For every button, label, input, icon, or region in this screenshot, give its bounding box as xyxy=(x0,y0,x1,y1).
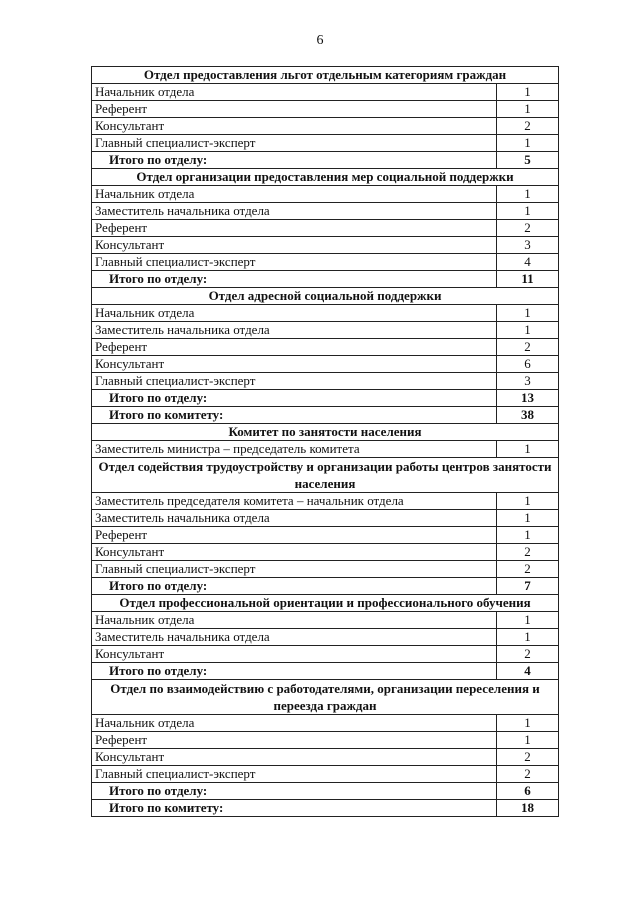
position-count: 1 xyxy=(497,101,559,118)
staffing-table xyxy=(91,66,559,817)
position-title: Главный специалист-эксперт xyxy=(92,561,497,578)
position-row xyxy=(92,646,559,663)
total-label: Итого по отделу: xyxy=(92,663,497,680)
position-row xyxy=(92,527,559,544)
total-row xyxy=(92,783,559,800)
position-count: 1 xyxy=(497,510,559,527)
position-title: Главный специалист-эксперт xyxy=(92,766,497,783)
position-count: 1 xyxy=(497,135,559,152)
position-title: Начальник отдела xyxy=(92,305,497,322)
total-count: 11 xyxy=(497,271,559,288)
position-title: Заместитель председателя комитета – начальник отдела xyxy=(92,493,497,510)
position-title: Начальник отдела xyxy=(92,84,497,101)
total-row xyxy=(92,578,559,595)
position-count: 1 xyxy=(497,629,559,646)
position-row xyxy=(92,732,559,749)
total-count: 5 xyxy=(497,152,559,169)
department-heading-row xyxy=(92,169,559,186)
page-number: 6 xyxy=(316,33,324,48)
position-title: Главный специалист-эксперт xyxy=(92,135,497,152)
position-title: Начальник отдела xyxy=(92,715,497,732)
staffing-table-body xyxy=(92,67,559,817)
position-count: 1 xyxy=(497,527,559,544)
position-count: 2 xyxy=(497,646,559,663)
position-title: Начальник отдела xyxy=(92,186,497,203)
position-title: Заместитель начальника отдела xyxy=(92,322,497,339)
position-count: 1 xyxy=(497,203,559,220)
position-count: 1 xyxy=(497,715,559,732)
total-row xyxy=(92,390,559,407)
position-row xyxy=(92,441,559,458)
position-row xyxy=(92,220,559,237)
position-title: Референт xyxy=(92,339,497,356)
position-row xyxy=(92,101,559,118)
position-count: 2 xyxy=(497,544,559,561)
department-heading: Отдел организации предоставления мер социальной поддержки xyxy=(92,169,559,186)
department-heading-row xyxy=(92,595,559,612)
position-count: 3 xyxy=(497,373,559,390)
position-title: Консультант xyxy=(92,749,497,766)
position-title: Консультант xyxy=(92,237,497,254)
total-row xyxy=(92,271,559,288)
position-count: 1 xyxy=(497,612,559,629)
position-row xyxy=(92,629,559,646)
total-count: 7 xyxy=(497,578,559,595)
position-count: 1 xyxy=(497,441,559,458)
total-label: Итого по отделу: xyxy=(92,390,497,407)
position-title: Консультант xyxy=(92,118,497,135)
position-count: 1 xyxy=(497,493,559,510)
position-count: 1 xyxy=(497,322,559,339)
position-title: Консультант xyxy=(92,544,497,561)
position-row xyxy=(92,322,559,339)
position-row xyxy=(92,237,559,254)
department-heading: Отдел предоставления льгот отдельным категориям граждан xyxy=(92,67,559,84)
position-row xyxy=(92,305,559,322)
position-count: 2 xyxy=(497,749,559,766)
total-row xyxy=(92,152,559,169)
position-row xyxy=(92,356,559,373)
position-title: Заместитель начальника отдела xyxy=(92,510,497,527)
position-title: Начальник отдела xyxy=(92,612,497,629)
department-heading: Отдел по взаимодействию с работодателями, организации переселения и переезда граждан xyxy=(92,680,559,715)
position-count: 2 xyxy=(497,118,559,135)
total-count: 18 xyxy=(497,800,559,817)
position-row xyxy=(92,118,559,135)
position-row xyxy=(92,254,559,271)
position-title: Главный специалист-эксперт xyxy=(92,373,497,390)
total-count: 38 xyxy=(497,407,559,424)
total-label: Итого по отделу: xyxy=(92,152,497,169)
position-count: 2 xyxy=(497,220,559,237)
position-title: Заместитель начальника отдела xyxy=(92,203,497,220)
position-count: 2 xyxy=(497,561,559,578)
position-title: Референт xyxy=(92,527,497,544)
position-count: 3 xyxy=(497,237,559,254)
total-row xyxy=(92,663,559,680)
total-row xyxy=(92,407,559,424)
department-heading-row xyxy=(92,424,559,441)
position-title: Заместитель министра – председатель комитета xyxy=(92,441,497,458)
position-count: 1 xyxy=(497,732,559,749)
total-label: Итого по комитету: xyxy=(92,800,497,817)
position-row xyxy=(92,612,559,629)
position-title: Главный специалист-эксперт xyxy=(92,254,497,271)
department-heading: Комитет по занятости населения xyxy=(92,424,559,441)
department-heading-row xyxy=(92,680,559,715)
position-title: Референт xyxy=(92,732,497,749)
total-label: Итого по отделу: xyxy=(92,783,497,800)
position-row xyxy=(92,84,559,101)
position-row xyxy=(92,561,559,578)
position-row xyxy=(92,544,559,561)
position-row xyxy=(92,186,559,203)
position-row xyxy=(92,373,559,390)
position-row xyxy=(92,715,559,732)
position-title: Консультант xyxy=(92,356,497,373)
position-row xyxy=(92,135,559,152)
total-label: Итого по отделу: xyxy=(92,271,497,288)
position-count: 4 xyxy=(497,254,559,271)
department-heading: Отдел содействия трудоустройству и организации работы центров занятости населения xyxy=(92,458,559,493)
department-heading-row xyxy=(92,67,559,84)
position-row xyxy=(92,510,559,527)
position-row xyxy=(92,493,559,510)
total-label: Итого по комитету: xyxy=(92,407,497,424)
position-row xyxy=(92,339,559,356)
position-count: 6 xyxy=(497,356,559,373)
total-count: 4 xyxy=(497,663,559,680)
position-count: 2 xyxy=(497,766,559,783)
department-heading: Отдел адресной социальной поддержки xyxy=(92,288,559,305)
position-row xyxy=(92,749,559,766)
department-heading: Отдел профессиональной ориентации и профессионального обучения xyxy=(92,595,559,612)
total-count: 13 xyxy=(497,390,559,407)
position-row xyxy=(92,766,559,783)
position-title: Заместитель начальника отдела xyxy=(92,629,497,646)
position-count: 1 xyxy=(497,84,559,101)
position-count: 1 xyxy=(497,186,559,203)
position-count: 2 xyxy=(497,339,559,356)
total-label: Итого по отделу: xyxy=(92,578,497,595)
position-row xyxy=(92,203,559,220)
position-count: 1 xyxy=(497,305,559,322)
total-row xyxy=(92,800,559,817)
position-title: Консультант xyxy=(92,646,497,663)
department-heading-row xyxy=(92,288,559,305)
position-title: Референт xyxy=(92,101,497,118)
position-title: Референт xyxy=(92,220,497,237)
total-count: 6 xyxy=(497,783,559,800)
department-heading-row xyxy=(92,458,559,493)
